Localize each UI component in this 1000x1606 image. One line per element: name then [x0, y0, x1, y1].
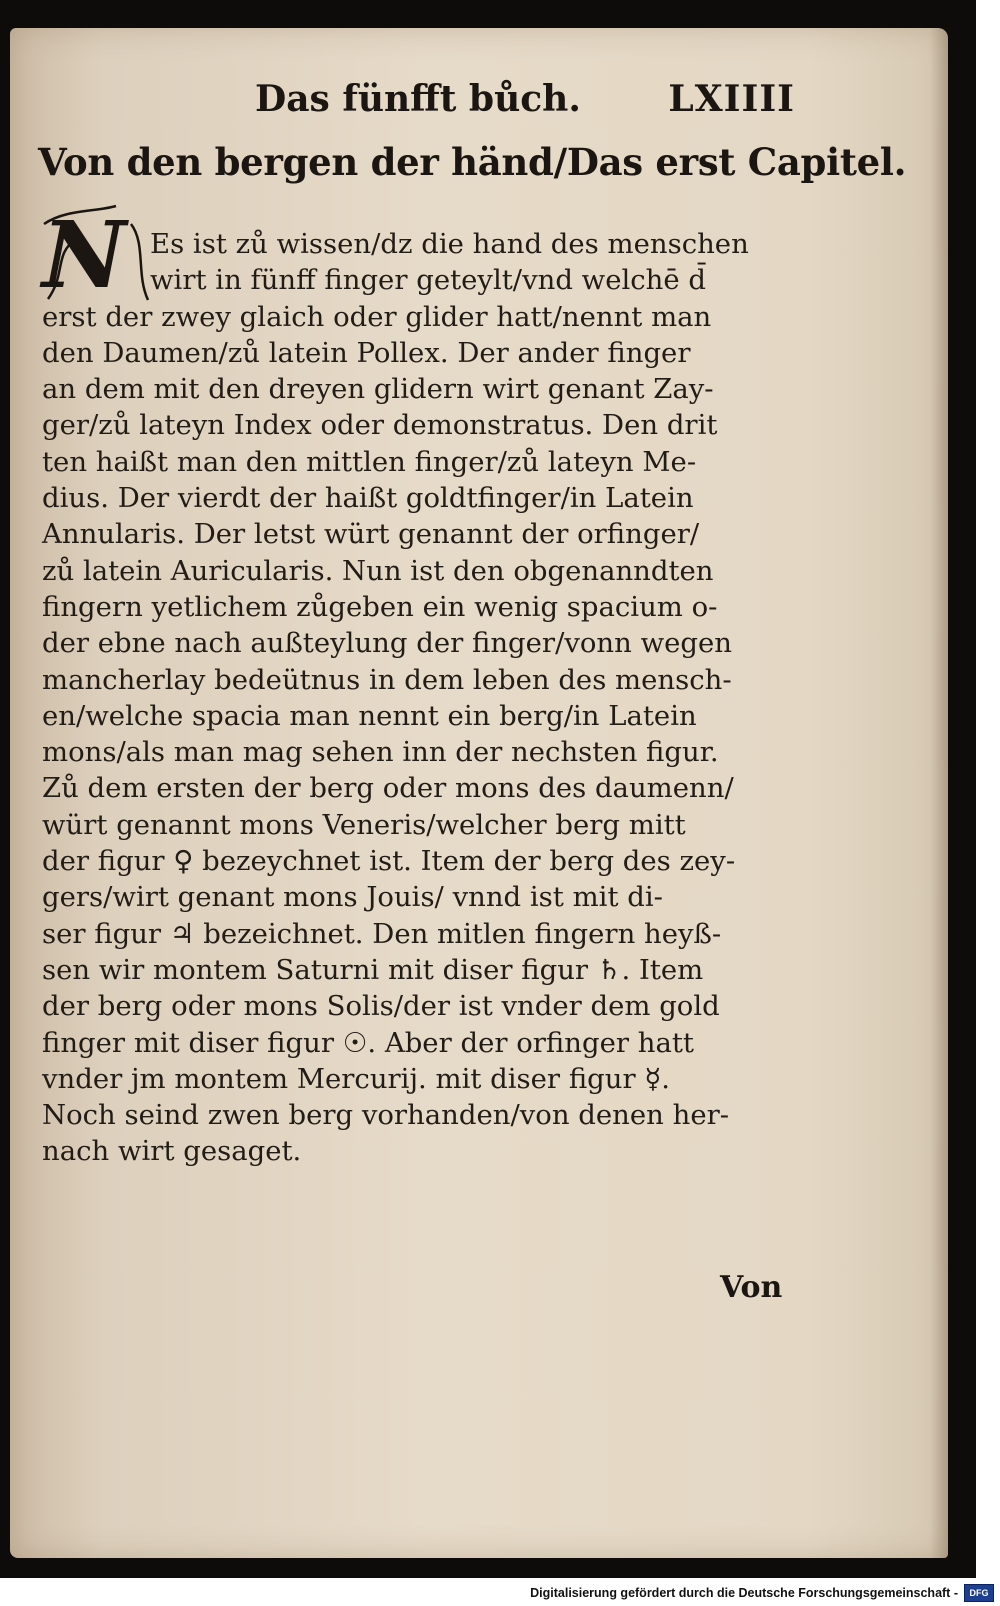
text-line: Es ist zů wissen/dz die hand des menschen: [150, 228, 749, 260]
text-line: dius. Der vierdt der haißt goldtfinger/in Latein: [42, 482, 694, 515]
text-line: der figur ♀ bezeychnet ist. Item der berg des zey-: [42, 845, 736, 878]
text-line: finger mit diser figur ☉. Aber der orfinger hatt: [42, 1026, 694, 1059]
text-line: ten haißt man den mittlen finger/zů lateyn Me-: [42, 445, 697, 478]
chapter-heading: Von den bergen der händ/Das erst Capitel.: [38, 140, 907, 184]
body-text: [42, 201, 792, 1170]
text-line: ser figur ♃ bezeichnet. Den mitlen fingern heyß-: [42, 917, 722, 950]
running-head-title: Das fünfft bůch.: [255, 78, 581, 120]
decorated-initial: N: [42, 201, 127, 309]
dfg-logo: DFG: [964, 1584, 994, 1602]
text-line: Zů dem ersten der berg oder mons des daumenn/: [42, 772, 734, 805]
text-line: Noch seind zwen berg vorhanden/von denen her-: [42, 1099, 730, 1132]
text-line: mancherlay bedeütnus in dem leben des mensch-: [42, 663, 732, 696]
text-line: mons/als man mag sehen inn der nechsten figur.: [42, 736, 719, 769]
text-line: sen wir montem Saturni mit diser figur ♄. Item: [42, 953, 704, 986]
footer-credit-text: Digitalisierung gefördert durch die Deutsche Forschungsgemeinschaft -: [530, 1586, 958, 1600]
text-line: en/welche spacia man nennt ein berg/in Latein: [42, 699, 697, 732]
text-line: den Daumen/zů latein Pollex. Der ander finger: [42, 336, 691, 369]
folio-number: LXIIII: [668, 78, 795, 120]
text-line: Annularis. Der letst würt genannt der orfinger/: [42, 518, 700, 551]
text-line: würt genannt mons Veneris/welcher berg mitt: [42, 808, 686, 841]
text-line: vnder jm montem Mercurij. mit diser figur ☿.: [42, 1062, 670, 1095]
text-line: wirt in fünff finger geteylt/vnd welchē d̄: [150, 264, 707, 297]
running-head: [255, 78, 795, 130]
text-line: gers/wirt genant mons Jouis/ vnnd ist mit di-: [42, 881, 663, 914]
text-line: der berg oder mons Solis/der ist vnder dem gold: [42, 990, 720, 1023]
text-line: erst der zwey glaich oder glider hatt/nennt man: [42, 300, 712, 333]
page-edge-shadow: [930, 28, 948, 1558]
digitization-footer: [530, 1582, 994, 1604]
text-line: fingern yetlichem zůgeben ein wenig spacium o-: [42, 590, 718, 623]
catchword: Von: [720, 1270, 783, 1305]
text-line: nach wirt gesaget.: [42, 1135, 302, 1168]
text-line: zů latein Auricularis. Nun ist den obgenanndten: [42, 554, 714, 587]
text-line: ger/zů lateyn Index oder demonstratus. Den drit: [42, 409, 718, 442]
text-line: an dem mit den dreyen glidern wirt genant Zay-: [42, 373, 714, 406]
text-line: der ebne nach außteylung der finger/vonn wegen: [42, 627, 732, 660]
